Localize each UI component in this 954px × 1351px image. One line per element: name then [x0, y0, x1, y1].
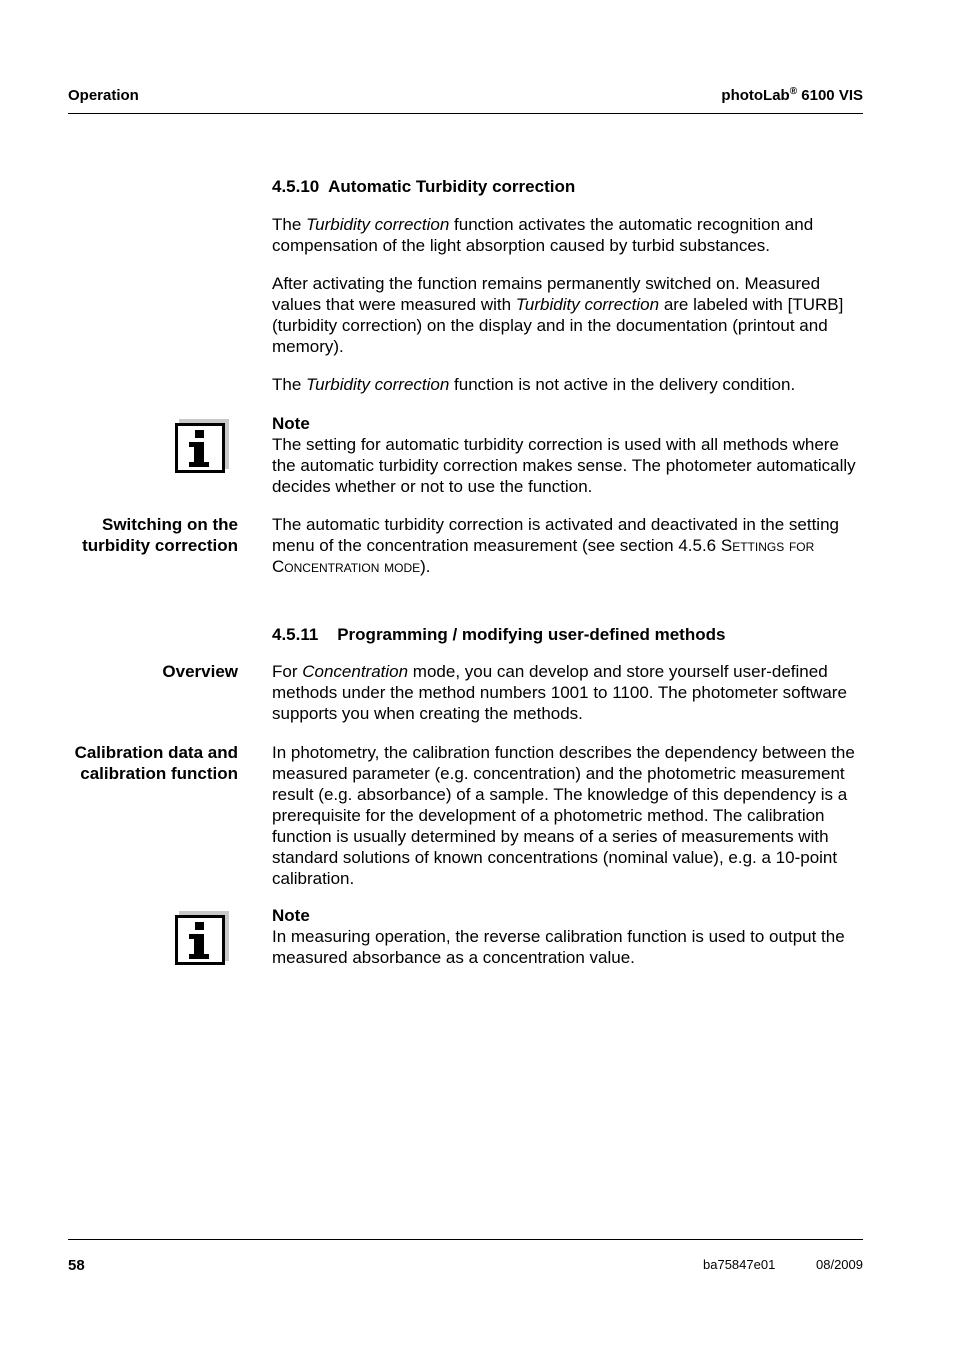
- text: function is not active in the delivery condition.: [449, 375, 796, 394]
- side-label-overview: Overview: [162, 662, 238, 681]
- emphasis-term: Turbidity correction: [306, 375, 450, 394]
- paragraph-turbidity-activation: [272, 273, 864, 357]
- text: For: [272, 662, 303, 681]
- info-icon: [175, 915, 225, 965]
- registered-mark: ®: [789, 86, 798, 97]
- note-title: Note: [272, 414, 310, 433]
- document-date: 08/2009: [816, 1257, 863, 1272]
- section-heading-4-5-10: 4.5.10 Automatic Turbidity correction: [272, 177, 576, 196]
- emphasis-term: Turbidity correction: [306, 215, 450, 234]
- side-label-line: Switching on the: [102, 515, 238, 534]
- paragraph-turbidity-intro: [272, 214, 864, 256]
- text: The automatic turbidity correction is activated and deactivated in the setting menu of the concentration measurement (see section 4.5.6: [272, 515, 839, 555]
- paragraph-calibration: In photometry, the calibration function describes the dependency between the measured parameter (e.g. concentration) and the photometric measurement result (e.g. absorbance) of a sample. The knowledge of this dependency is a prerequisite for the development of a photometric method. The calibration function is usually determined by means of a series of measurements with standard solutions of known concentrations (nominal value), e.g. a 10-point calibration.: [272, 743, 855, 888]
- text: ).: [420, 557, 431, 576]
- text: mode, you can develop and store yourself user-defined methods under the method numbers 1001 to 1100. The photometer software supports you when creating the methods.: [272, 662, 847, 723]
- product-model: 6100 VIS: [797, 87, 863, 104]
- running-header-product: [721, 86, 863, 104]
- text: The: [272, 375, 307, 394]
- footer-rule: [68, 1239, 863, 1240]
- section-reference: Settings for Concentration mode: [272, 536, 815, 576]
- text: The: [272, 215, 307, 234]
- section-heading-4-5-11: 4.5.11 Programming / modifying user-defined methods: [272, 625, 726, 644]
- paragraph-overview: [272, 661, 864, 724]
- note-title: Note: [272, 906, 310, 925]
- info-glyph-icon: [178, 918, 222, 962]
- info-glyph-icon: [178, 426, 222, 470]
- header-rule: [68, 113, 863, 114]
- running-header-section: Operation: [68, 87, 139, 104]
- note-box: [272, 905, 864, 968]
- side-label-line: turbidity correction: [82, 536, 238, 555]
- side-label-switching: [38, 514, 238, 556]
- note-text: In measuring operation, the reverse calibration function is used to output the measured absorbance as a concentration value.: [272, 927, 845, 967]
- side-label-calibration: [38, 742, 238, 784]
- side-label-line: Calibration data and: [74, 743, 238, 762]
- emphasis-term: Concentration: [302, 662, 409, 681]
- side-label-line: calibration function: [80, 764, 238, 783]
- text: function activates the automatic recognition and compensation of the light absorption caused by turbid substances.: [272, 215, 814, 255]
- text: are labeled with [TURB] (turbidity correction) on the display and in the documentation (printout and memory).: [272, 295, 844, 356]
- paragraph-turbidity-default: [272, 374, 864, 395]
- note-box: [272, 413, 864, 497]
- product-name: photoLab: [721, 87, 790, 104]
- page-number: 58: [68, 1257, 85, 1274]
- emphasis-term: Turbidity correction: [515, 295, 660, 314]
- info-icon: [175, 423, 225, 473]
- document-id: ba75847e01: [703, 1257, 776, 1272]
- note-text: The setting for automatic turbidity correction is used with all methods where the automatic turbidity correction makes sense. The photometer automatically decides whether or not to use the function.: [272, 435, 856, 496]
- text: After activating the function remains permanently switched on. Measured values that were measured with: [272, 274, 821, 314]
- paragraph-switching: [272, 514, 864, 577]
